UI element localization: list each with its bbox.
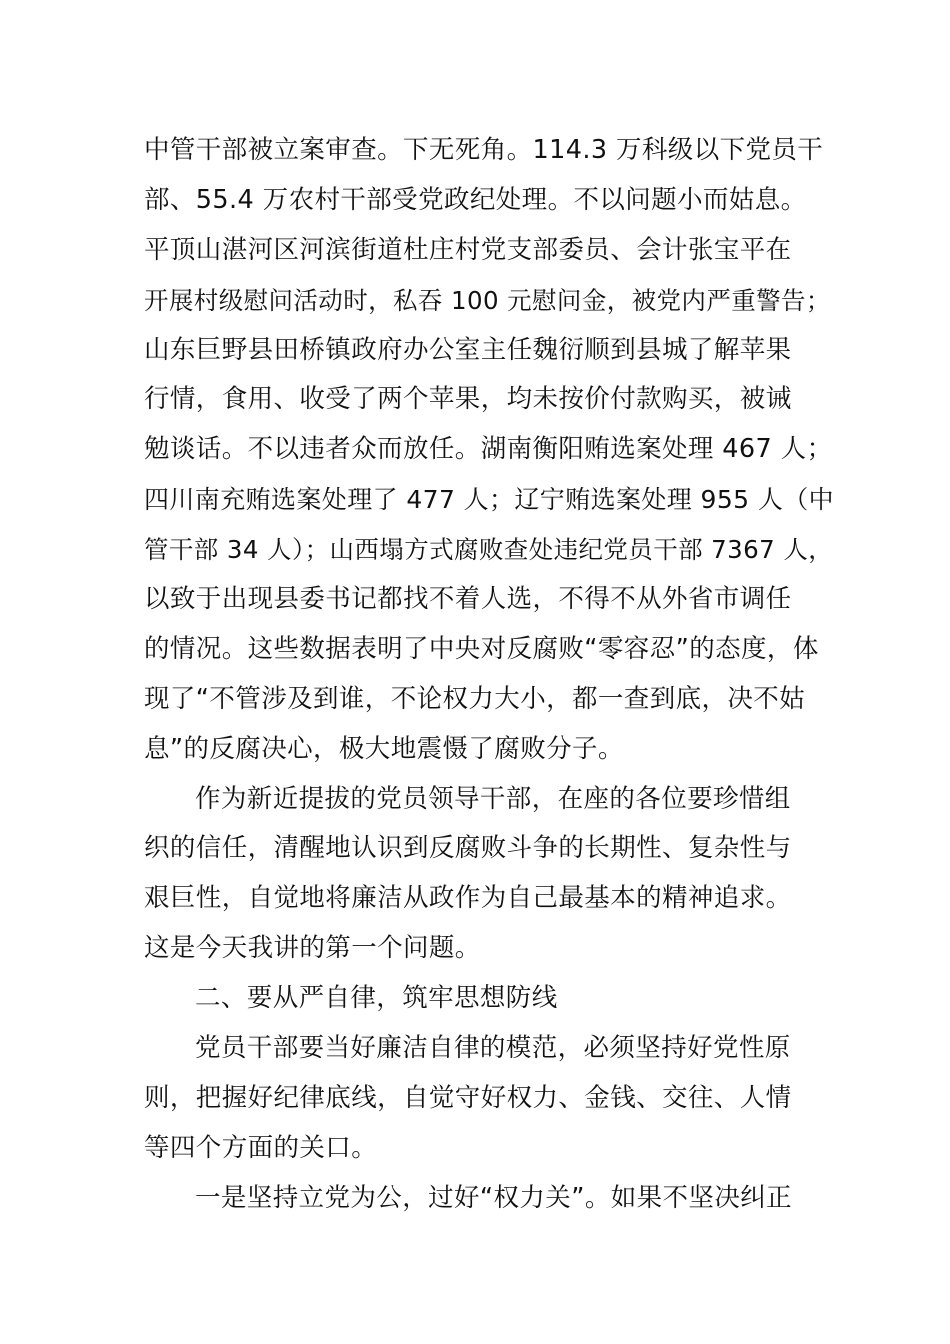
text-line: 平顶山湛河区河滨街道杜庄村党支部委员、会计张宝平在 xyxy=(144,234,792,265)
document-body xyxy=(144,126,834,1224)
text-line: 开展村级慰问活动时，私吞 100 元慰问金，被党内严重警告； xyxy=(144,285,831,315)
text-line: 以致于出现县委书记都找不着人选，不得不从外省市调任 xyxy=(144,584,792,615)
text-line: 艰巨性，自觉地将廉洁从政作为自己最基本的精神追求。 xyxy=(144,883,792,914)
text-line: 勉谈话。不以违者众而放任。湖南衡阳贿选案处理 467 人； xyxy=(144,434,833,465)
text-line: 四川南充贿选案处理了 477 人；辽宁贿选案处理 955 人（中 xyxy=(144,485,835,515)
text-line: 则，把握好纪律底线，自觉守好权力、金钱、交往、人情 xyxy=(144,1082,792,1113)
text-line: 息”的反腐决心，极大地震慑了腐败分子。 xyxy=(144,733,624,764)
text-line: 等四个方面的关口。 xyxy=(144,1132,378,1163)
text-line: 部、55.4 万农村干部受党政纪处理。不以问题小而姑息。 xyxy=(144,184,807,215)
text-line: 现了“不管涉及到谁，不论权力大小，都一查到底，决不姑 xyxy=(144,683,806,714)
paragraph-first-line: 党员干部要当好廉洁自律的模范，必须坚持好党性原 xyxy=(195,1033,791,1064)
text-line: 织的信任，清醒地认识到反腐败斗争的长期性、复杂性与 xyxy=(144,833,792,864)
text-line: 中管干部被立案审查。下无死角。114.3 万科级以下党员干 xyxy=(144,135,824,165)
paragraph-first-line: 一是坚持立党为公，过好“权力关”。如果不坚决纠正 xyxy=(195,1182,793,1213)
text-line: 管干部 34 人）；山西塌方式腐败查处违纪党员干部 7367 人， xyxy=(144,535,834,565)
paragraph-first-line: 作为新近提拔的党员领导干部，在座的各位要珍惜组 xyxy=(195,783,791,814)
text-line: 的情况。这些数据表明了中央对反腐败“零容忍”的态度，体 xyxy=(144,633,819,664)
text-line: 这是今天我讲的第一个问题。 xyxy=(144,933,481,964)
section-heading: 二、要从严自律，筑牢思想防线 xyxy=(195,983,558,1014)
text-line: 行情，食用、收受了两个苹果，均未按价付款购买，被诫 xyxy=(144,384,792,415)
text-line: 山东巨野县田桥镇政府办公室主任魏衍顺到县城了解苹果 xyxy=(144,334,792,365)
